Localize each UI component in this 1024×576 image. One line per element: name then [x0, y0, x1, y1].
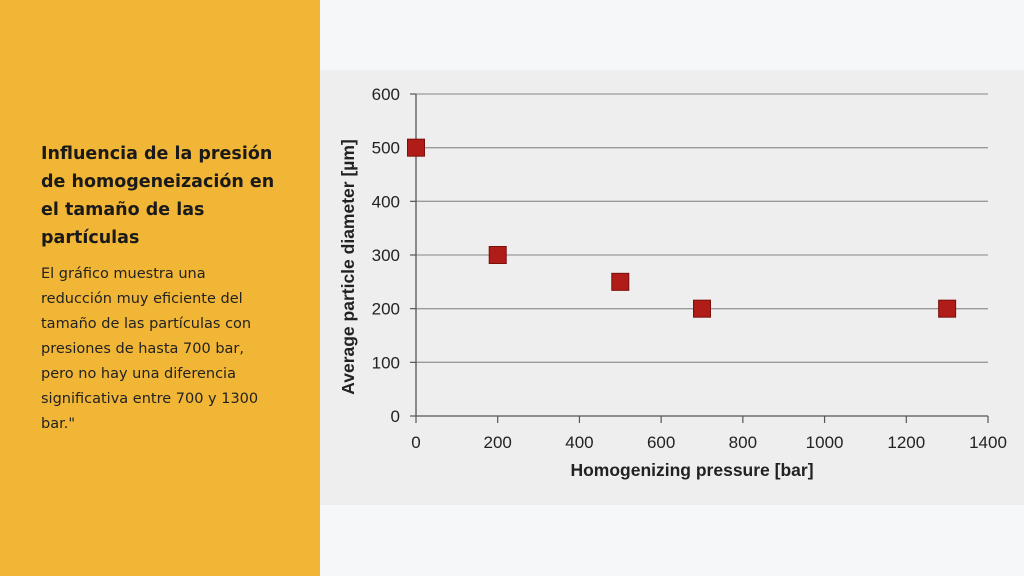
y-tick-label: 500 [371, 138, 400, 158]
y-tick-label: 300 [371, 246, 400, 265]
x-axis-label: Homogenizing pressure [bar] [570, 460, 814, 480]
y-tick-label: 100 [371, 353, 400, 373]
x-tick-label: 1200 [887, 433, 926, 452]
data-point [612, 273, 629, 290]
y-tick-label: 0 [390, 407, 400, 426]
data-point [939, 300, 956, 317]
x-tick-label: 200 [483, 433, 512, 452]
data-point [694, 300, 711, 317]
left-panel [0, 0, 320, 576]
x-tick-label: 800 [728, 433, 758, 452]
x-tick-label: 1000 [805, 433, 844, 452]
x-tick-label: 600 [646, 433, 676, 452]
x-tick-label: 1400 [969, 433, 1007, 452]
x-tick-label: 0 [411, 433, 421, 452]
data-point [408, 139, 425, 156]
scatter-chart [320, 70, 1024, 505]
chart-grid [416, 94, 988, 362]
chart-container [320, 70, 1024, 505]
slide-title: Influencia de la presión de homogeneización en el tamaño de las partículas [41, 144, 275, 248]
slide-description: El gráfico muestra una reducción muy eficiente del tamaño de las partículas con presiones de hasta 700 bar, pero no hay una diferencia significativa entre 700 y 1300 bar." [41, 266, 259, 432]
y-axis-label: Average particle diameter [µm] [338, 139, 358, 395]
y-tick-label: 200 [371, 299, 400, 319]
chart-points [408, 139, 956, 317]
chart-tick-labels [372, 85, 1007, 452]
y-tick-label: 600 [371, 85, 400, 104]
y-tick-label: 400 [371, 192, 400, 212]
data-point [489, 247, 506, 264]
x-tick-label: 400 [565, 433, 594, 452]
